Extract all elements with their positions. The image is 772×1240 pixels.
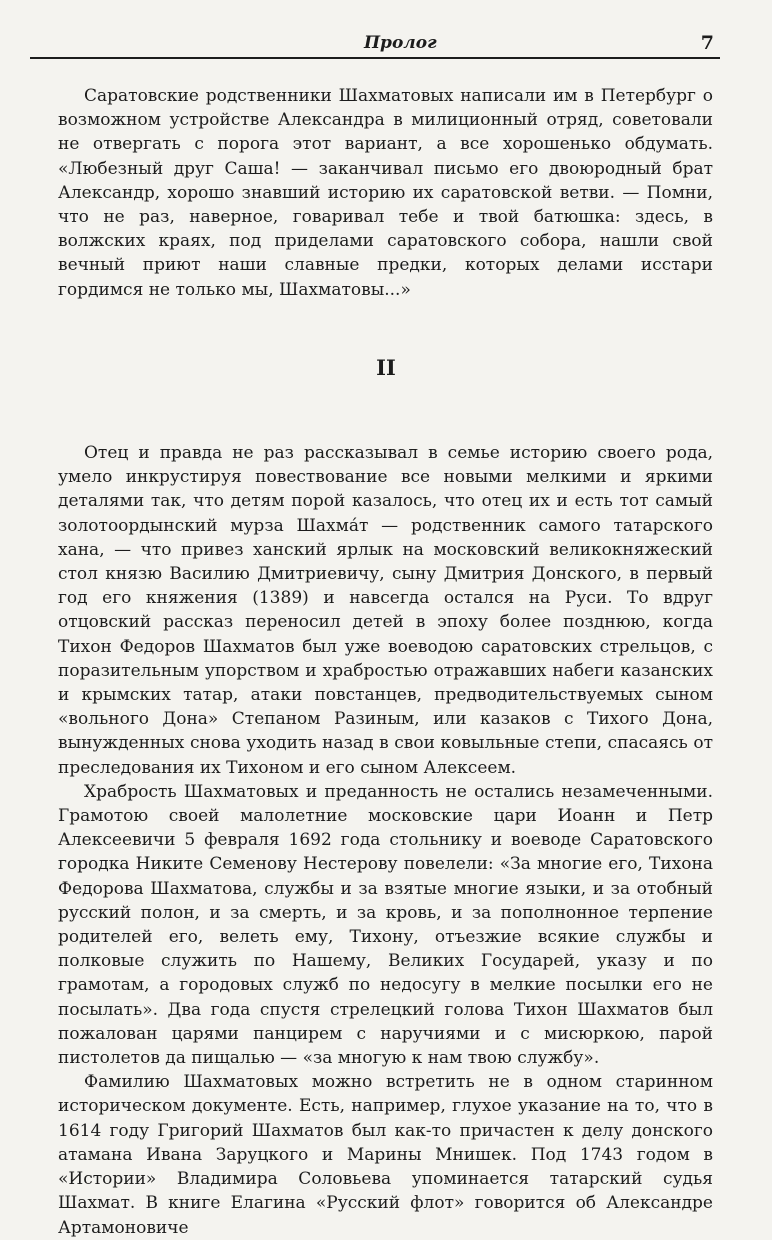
paragraph: Храбрость Шахматовых и преданность не остались незамеченными. Грамотою своей малолетние московские цари Иоанн и Петр Алексеевичи 5 февраля 1692 года стольнику и воеводе Саратовского городка Никите Семенову Нестерову повелели: «За многие его, Тихона Федорова Шахматова, службы и за взятые многие языки, и за отобный русский полон, и за смерть, и за кровь, и за пополнонное терпение родителей его, велеть ему, Тихону, отъезжие всякие службы и полковые служить по Нашему, Великих Государей, указу и по грамотам, а городовых служб по недосугу в мелкие посылки его не посылать». Два года спустя стрелецкий голова Тихон Шахматов был пожалован царями панцирем с наручиями и с мисюркою, парой пистолетов да пищалью — «за многую к нам твою службу». [58,781,713,1069]
body-part-2 [58,441,713,1240]
paragraph: Саратовские родственники Шахматовых написали им в Петербург о возможном устройстве Александра в милиционный отряд, советовали не отвергать с порога этот вариант, а все хорошенько обдумать. «Любезный друг Саша! — заканчивал письмо его двоюродный брат Александр, хорошо знавший историю их саратовской ветви. — Помни, что не раз, наверное, говаривал тебе и твой батюшка: здесь, в волжских краях, под приделами саратовского собора, нашли свой вечный приют наши славные предки, которых делами исстари гордимся не только мы, Шахматовы...» [58,86,713,300]
header-rule [30,57,720,59]
running-title: Пролог [364,33,437,53]
page-header [30,30,720,60]
section-number: II [376,355,396,380]
body-part-1 [58,84,713,302]
paragraph: Отец и правда не раз рассказывал в семье историю своего рода, умело инкрустируя повествование все новыми мелкими и яркими деталями так, что детям порой казалось, что отец их и есть тот самый золотоордынский мурза Шахма́т — родственник самого татарского хана, — что привез ханский ярлык на московский великокняжеский стол князю Василию Дмитриевичу, сыну Дмитрия Донского, в первый год его княжения (1389) и навсегда остался на Руси. То вдруг отцовский рассказ переносил детей в эпоху более позднюю, когда Тихон Федоров Шахматов был уже воеводою саратовских стрельцов, с поразительным упорством и храбростью отражавших набеги казанских и крымских татар, атаки повстанцев, предводительствуемых сыном «вольного Дона» Степаном Разиным, или казаков с Тихого Дона, вынужденных снова уходить назад в свои ковыльные степи, спасаясь от преследования их Тихоном и его сыном Алексеем. [58,443,713,778]
page-number: 7 [700,32,714,54]
paragraph: Фамилию Шахматовых можно встретить не в одном старинном историческом документе. Есть, например, глухое указание на то, что в 1614 году Григорий Шахматов был как-то причастен к делу донского атамана Ивана Заруцкого и Марины Мнишек. Под 1743 годом в «Истории» Владимира Соловьева упоминается татарский судья Шахмат. В книге Елагина «Русский флот» говорится об Александре Артамоновиче [58,1072,713,1238]
